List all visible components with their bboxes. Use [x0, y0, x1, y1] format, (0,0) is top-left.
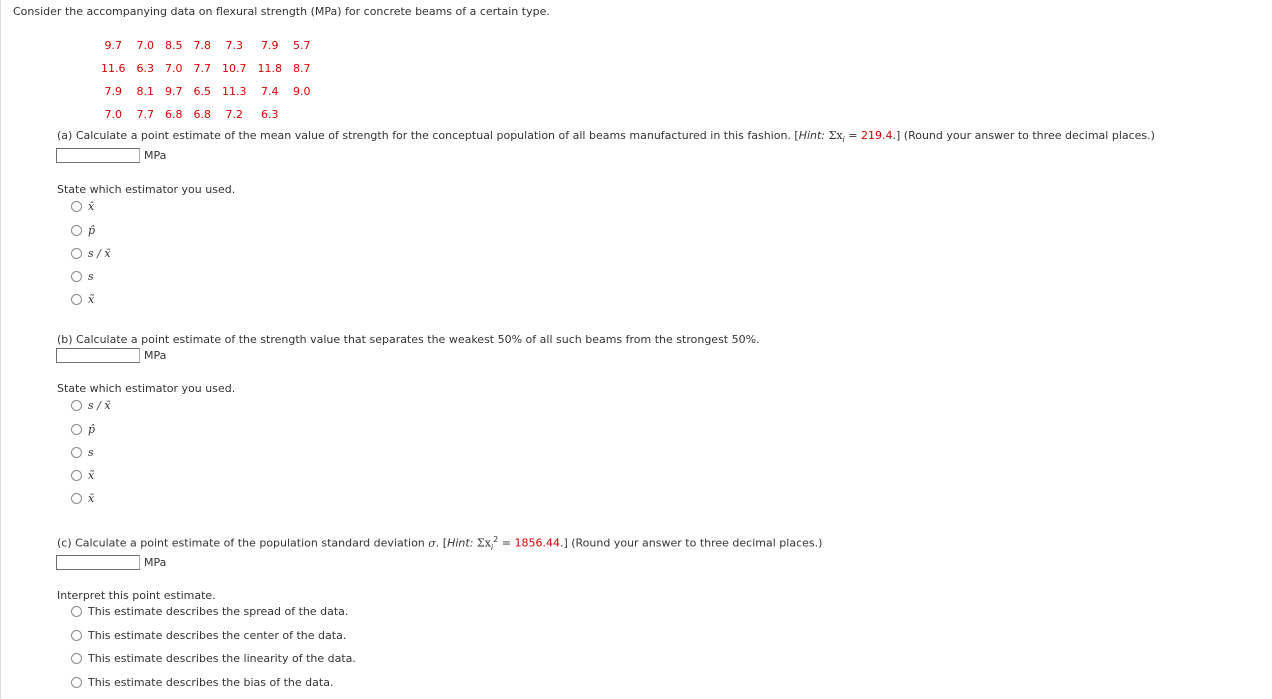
- option-label: This estimate describes the bias of the data.: [88, 675, 334, 689]
- data-cell: 6.8: [193, 108, 211, 121]
- data-cell: 6.8: [165, 108, 183, 121]
- option-label: This estimate describes the spread of the data.: [88, 604, 349, 618]
- radio-button[interactable]: [71, 606, 82, 617]
- hint-value: 1856.44: [514, 536, 560, 550]
- data-cell: 5.7: [293, 39, 311, 52]
- data-cell: 7.2: [225, 108, 243, 121]
- option-label: x̃: [88, 468, 95, 482]
- radio-button[interactable]: [71, 677, 82, 688]
- estimator-prompt-b: State which estimator you used.: [57, 382, 236, 395]
- unit-label: MPa: [144, 556, 167, 569]
- interpret-prompt: Interpret this point estimate.: [57, 589, 216, 602]
- data-cell: 7.9: [261, 39, 279, 52]
- table-row: [96, 103, 317, 126]
- table-row: [96, 80, 317, 103]
- unit-label: MPa: [144, 149, 167, 162]
- option-b-xtilde[interactable]: [71, 468, 94, 482]
- radio-button[interactable]: [71, 271, 82, 282]
- estimator-prompt-a: State which estimator you used.: [57, 183, 236, 196]
- option-c-bias[interactable]: [71, 675, 333, 689]
- radio-button[interactable]: [71, 630, 82, 641]
- data-cell: 7.8: [193, 39, 211, 52]
- option-label: s / x̄: [88, 246, 111, 260]
- part-c-answer: [56, 555, 167, 569]
- option-b-xbar[interactable]: [71, 491, 94, 505]
- option-label: s / x̄: [88, 398, 111, 412]
- part-c-question: (c) Calculate a point estimate of the population standard deviation σ. [Hint: $\Sigma x_i^2 = 1856.44$.] (Round your answer to three decimal places.): [57, 535, 823, 552]
- data-cell: 10.7: [222, 62, 247, 75]
- radio-button[interactable]: [71, 424, 82, 435]
- data-cell: 9.0: [293, 85, 311, 98]
- data-cell: 6.3: [136, 62, 154, 75]
- radio-button[interactable]: [71, 248, 82, 259]
- radio-button[interactable]: [71, 470, 82, 481]
- option-label: s: [88, 269, 94, 283]
- option-a-s[interactable]: [71, 269, 94, 283]
- option-label: p̂: [88, 223, 96, 237]
- radio-button[interactable]: [71, 653, 82, 664]
- radio-button[interactable]: [71, 493, 82, 504]
- option-a-xbar[interactable]: [71, 199, 94, 213]
- option-c-linearity[interactable]: [71, 651, 356, 665]
- option-a-phat[interactable]: [71, 223, 95, 237]
- data-cell: 7.0: [136, 39, 154, 52]
- data-cell: 8.7: [293, 62, 311, 75]
- part-a-answer-input[interactable]: [56, 148, 140, 163]
- part-a-question: (a) Calculate a point estimate of the mean value of strength for the conceptual population of all beams manufactured in this fashion. [Hint: $\Sigma x_i = 219.4$.] (Round your answer to three decimal places.): [57, 129, 1155, 145]
- data-cell: 8.1: [136, 85, 154, 98]
- data-cell: 6.3: [261, 108, 279, 121]
- data-cell: 11.8: [257, 62, 282, 75]
- data-cell: 7.3: [225, 39, 243, 52]
- option-c-spread[interactable]: [71, 604, 348, 618]
- table-row: [96, 57, 317, 80]
- data-cell: 11.3: [222, 85, 247, 98]
- data-table: [96, 34, 317, 126]
- option-b-cv[interactable]: [71, 398, 111, 412]
- hint-value: 219.4: [861, 129, 893, 142]
- radio-button[interactable]: [71, 400, 82, 411]
- table-row: [96, 34, 317, 57]
- data-cell: 7.9: [104, 85, 122, 98]
- data-cell: 9.7: [165, 85, 183, 98]
- unit-label: MPa: [144, 349, 167, 362]
- data-cell: 7.0: [104, 108, 122, 121]
- data-cell: 9.7: [104, 39, 122, 52]
- intro-text: Consider the accompanying data on flexural strength (MPa) for concrete beams of a certain type.: [13, 5, 550, 18]
- radio-button[interactable]: [71, 225, 82, 236]
- part-b-answer-input[interactable]: [56, 348, 140, 363]
- option-a-cv[interactable]: [71, 246, 111, 260]
- data-cell: 7.7: [136, 108, 154, 121]
- option-label: p̂: [88, 422, 96, 436]
- radio-button[interactable]: [71, 201, 82, 212]
- option-a-xtilde[interactable]: [71, 292, 94, 306]
- option-label: x̃: [88, 292, 95, 306]
- data-cell: 6.5: [193, 85, 211, 98]
- option-label: This estimate describes the center of the data.: [88, 628, 347, 642]
- radio-button[interactable]: [71, 447, 82, 458]
- data-cell: 8.5: [165, 39, 183, 52]
- part-a-answer: [56, 148, 167, 162]
- data-cell: [288, 103, 317, 126]
- part-b-answer: [56, 348, 167, 362]
- data-cell: 7.7: [193, 62, 211, 75]
- option-label: x̄: [88, 199, 95, 213]
- option-label: s: [88, 445, 94, 459]
- radio-button[interactable]: [71, 294, 82, 305]
- data-cell: 11.6: [101, 62, 126, 75]
- option-label: This estimate describes the linearity of the data.: [88, 651, 356, 665]
- option-label: x̄: [88, 491, 95, 505]
- option-b-phat[interactable]: [71, 422, 95, 436]
- data-cell: 7.4: [261, 85, 279, 98]
- part-b-question: (b) Calculate a point estimate of the strength value that separates the weakest 50% of all such beams from the strongest 50%.: [57, 333, 760, 346]
- data-cell: 7.0: [165, 62, 183, 75]
- option-b-s[interactable]: [71, 445, 94, 459]
- part-c-answer-input[interactable]: [56, 555, 140, 570]
- option-c-center[interactable]: [71, 628, 346, 642]
